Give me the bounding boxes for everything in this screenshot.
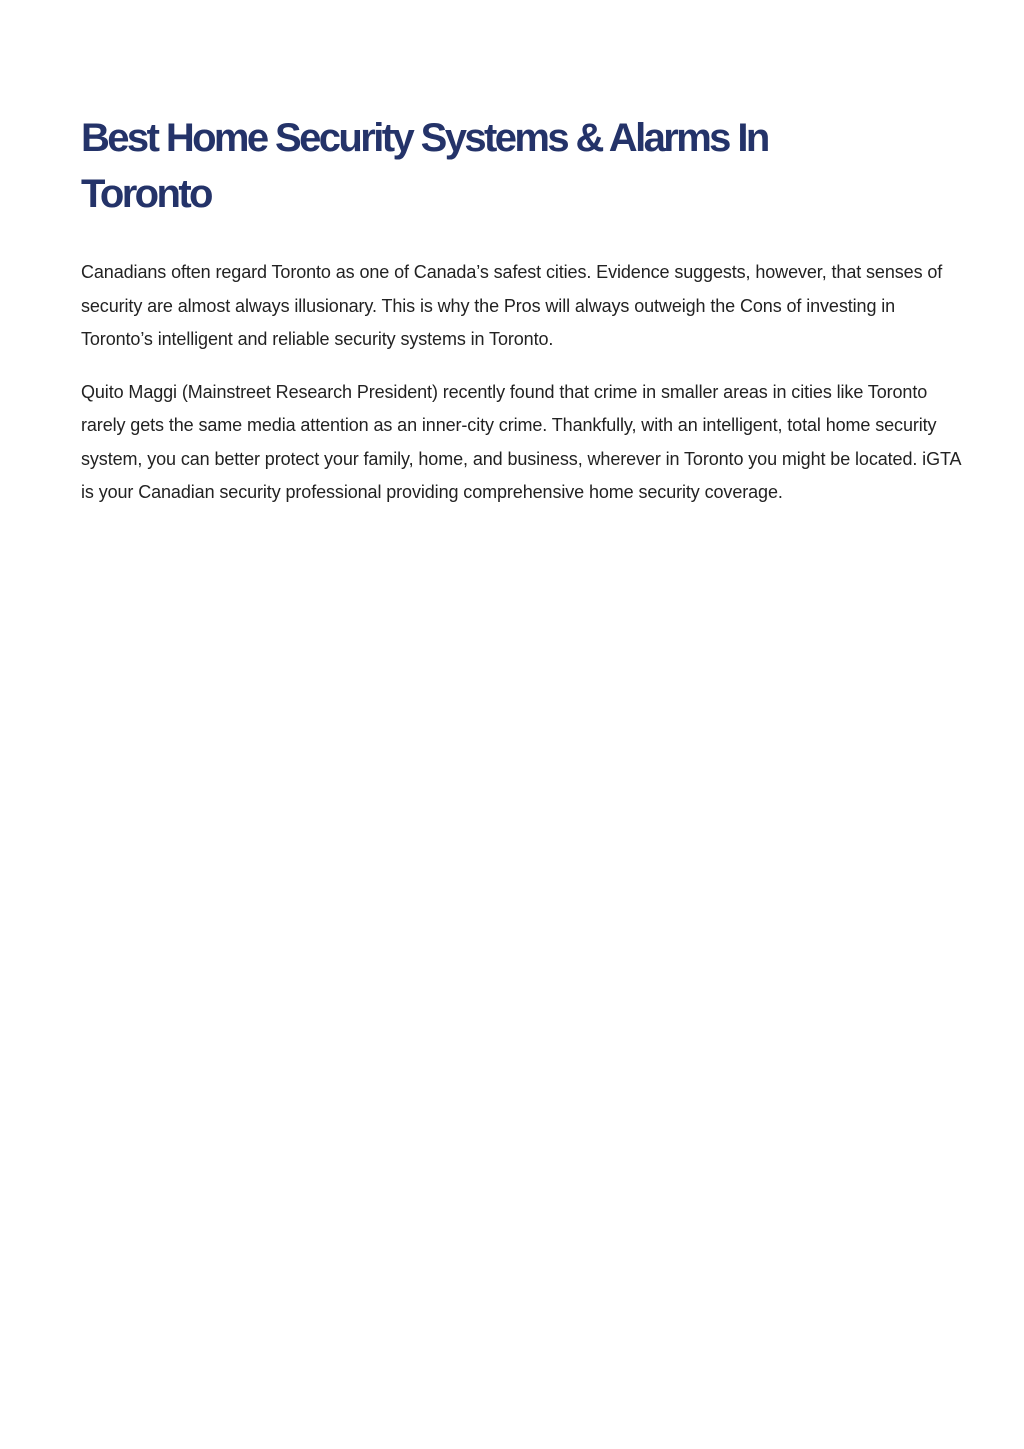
intro-paragraph: Canadians often regard Toronto as one of Canada’s safest cities. Evidence suggests, however, that senses of security are almost always illusionary. This is why the Pros will always outweigh the Cons of investing in Toronto’s intelligent and reliable security systems in Toronto. xyxy=(81,262,943,349)
page-title: Best Home Security Systems & Alarms In Toronto xyxy=(81,116,768,216)
body-paragraph: Quito Maggi (Mainstreet Research President) recently found that crime in smaller areas in cities like Toronto rarely gets the same media attention as an inner-city crime. Thankfully, with an intelligent, total home security system, you can better protect your family, home, and business, wherever in Toronto you might be located. iGTA is your Canadian security professional providing comprehensive home security coverage. xyxy=(81,381,961,502)
document-page xyxy=(81,110,961,510)
